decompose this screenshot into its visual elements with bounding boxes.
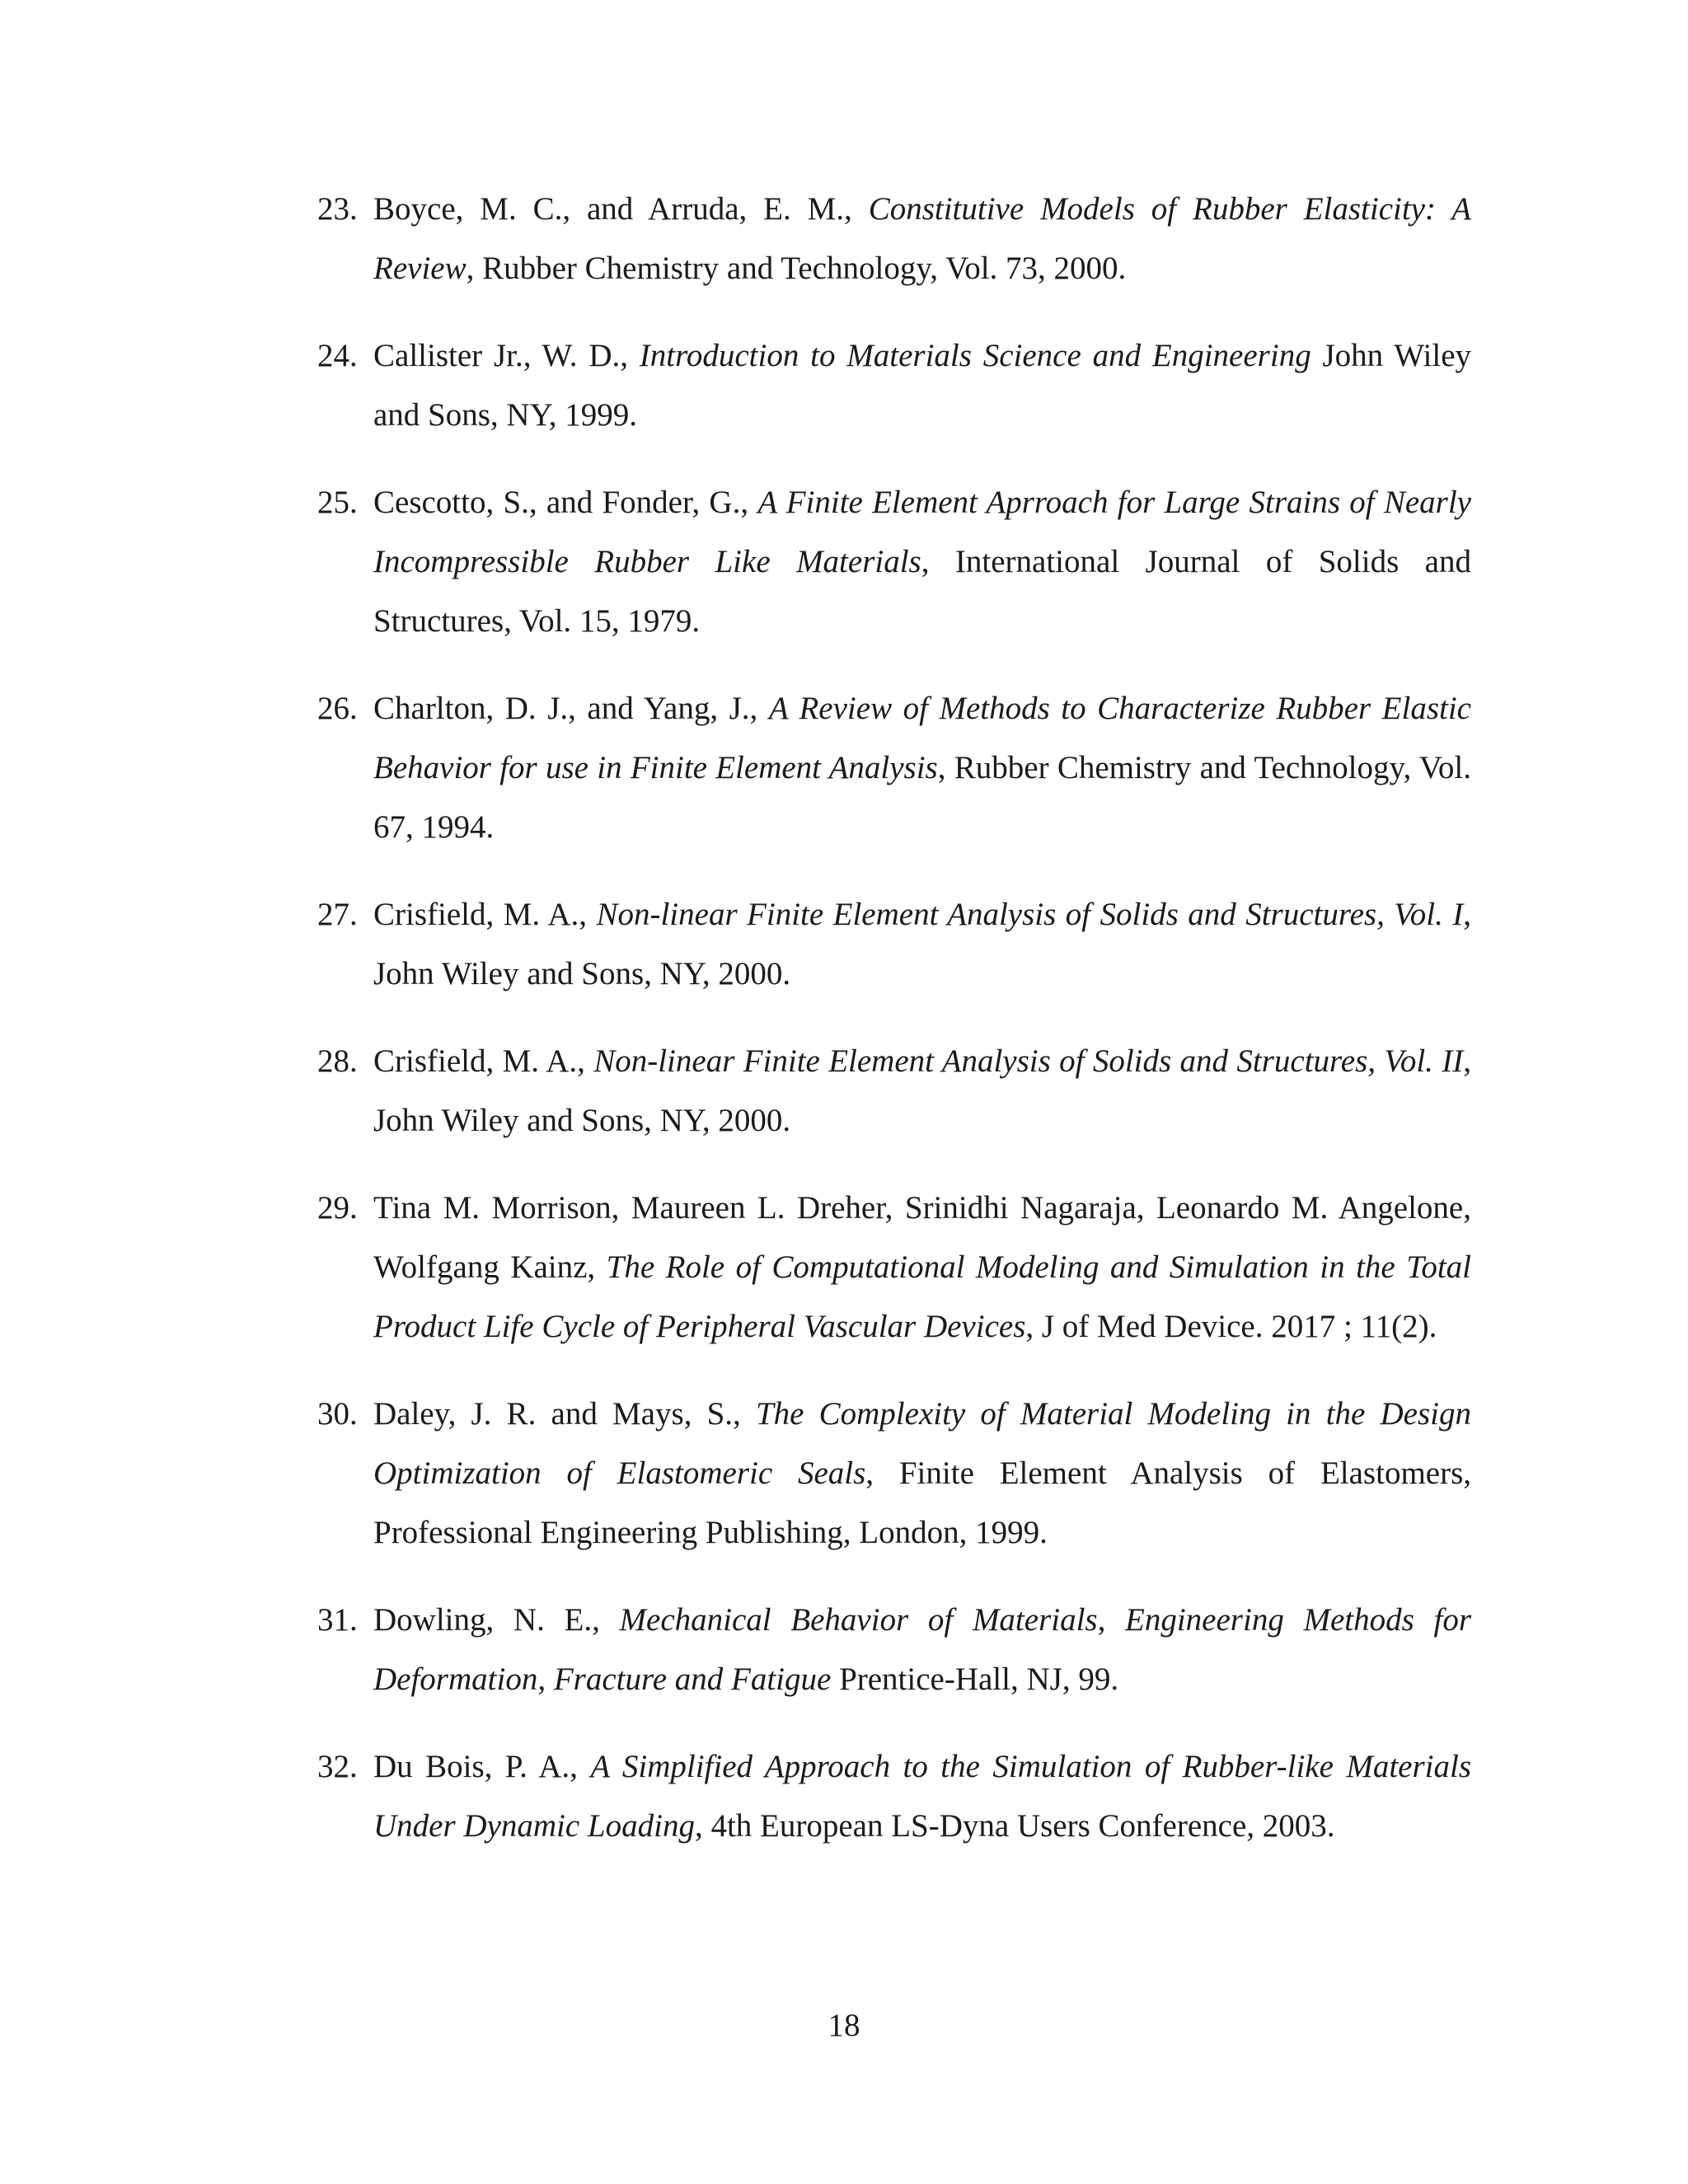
- reference-source: , Finite Element Analysis of Elastomers, Professional Engineering Publishing, London, 1999.: [373, 1455, 1471, 1550]
- reference-number: 31.: [317, 1602, 358, 1638]
- reference-authors: Crisfield, M. A.,: [373, 897, 597, 932]
- page-number: 18: [828, 2008, 860, 2043]
- reference-number: 30.: [317, 1396, 358, 1432]
- reference-authors: Du Bois, P. A.,: [373, 1749, 591, 1784]
- reference-number: 32.: [317, 1749, 358, 1784]
- reference-item: [317, 473, 1471, 651]
- reference-item: [317, 1032, 1471, 1151]
- reference-number: 27.: [317, 897, 358, 932]
- reference-source: , Rubber Chemistry and Technology, Vol. 73, 2000.: [466, 251, 1127, 286]
- reference-number: 23.: [317, 191, 358, 227]
- reference-title: Constitutive Models of Rubber Elasticity: A Review: [373, 191, 1471, 286]
- reference-authors: Cescotto, S., and Fonder, G.,: [373, 485, 758, 520]
- reference-authors: Dowling, N. E.,: [373, 1602, 620, 1638]
- reference-item: [317, 180, 1471, 298]
- reference-title: A Finite Element Aprroach for Large Strains of Nearly Incompressible Rubber Like Materials: [373, 485, 1471, 579]
- reference-authors: Boyce, M. C., and Arruda, E. M.,: [373, 191, 869, 227]
- reference-source: , 4th European LS-Dyna Users Conference, 2003.: [694, 1808, 1335, 1844]
- reference-source: John Wiley and Sons, NY, 1999.: [373, 338, 1472, 433]
- reference-number: 28.: [317, 1043, 358, 1079]
- reference-title: The Role of Computational Modeling and Simulation in the Total Product Life Cycle of Peripheral Vascular Devices: [373, 1249, 1471, 1344]
- reference-title: A Review of Methods to Characterize Rubber Elastic Behavior for use in Finite Element Analysis: [373, 691, 1471, 785]
- reference-number: 24.: [317, 338, 358, 373]
- reference-source: , International Journal of Solids and Structures, Vol. 15, 1979.: [373, 544, 1471, 639]
- reference-title: The Complexity of Material Modeling in the Design Optimization of Elastomeric Seals: [373, 1396, 1471, 1491]
- reference-authors: Daley, J. R. and Mays, S.,: [373, 1396, 756, 1432]
- reference-title: A Simplified Approach to the Simulation of Rubber-like Materials Under Dynamic Loading: [373, 1749, 1471, 1844]
- reference-title: Non-linear Finite Element Analysis of Solids and Structures, Vol. II: [593, 1043, 1464, 1079]
- reference-number: 25.: [317, 485, 358, 520]
- reference-item: [317, 1385, 1471, 1563]
- reference-item: [317, 1591, 1471, 1709]
- reference-source: , J of Med Device. 2017 ; 11(2).: [1025, 1309, 1437, 1344]
- reference-number: 29.: [317, 1190, 358, 1226]
- reference-source: , John Wiley and Sons, NY, 2000.: [373, 897, 1471, 991]
- reference-item: [317, 1737, 1471, 1856]
- reference-number: 26.: [317, 691, 358, 726]
- reference-item: [317, 679, 1471, 857]
- reference-authors: Callister Jr., W. D.,: [373, 338, 640, 373]
- reference-item: [317, 885, 1471, 1004]
- reference-source: , Rubber Chemistry and Technology, Vol. 67, 1994.: [373, 750, 1471, 845]
- reference-authors: Tina M. Morrison, Maureen L. Dreher, Srinidhi Nagaraja, Leonardo M. Angelone, Wolfgang Kainz,: [373, 1190, 1471, 1285]
- reference-item: [317, 326, 1471, 445]
- reference-authors: Crisfield, M. A.,: [373, 1043, 594, 1079]
- reference-source: , John Wiley and Sons, NY, 2000.: [373, 1043, 1471, 1138]
- reference-item: [317, 1179, 1471, 1357]
- reference-source: Prentice-Hall, NJ, 99.: [831, 1661, 1119, 1697]
- reference-title: Mechanical Behavior of Materials, Engineering Methods for Deformation, Fracture and Fatigue: [373, 1602, 1471, 1697]
- reference-title: Introduction to Materials Science and Engineering: [639, 338, 1311, 373]
- reference-title: Non-linear Finite Element Analysis of Solids and Structures, Vol. I: [596, 897, 1464, 932]
- reference-list: [317, 180, 1471, 1884]
- reference-authors: Charlton, D. J., and Yang, J.,: [373, 691, 769, 726]
